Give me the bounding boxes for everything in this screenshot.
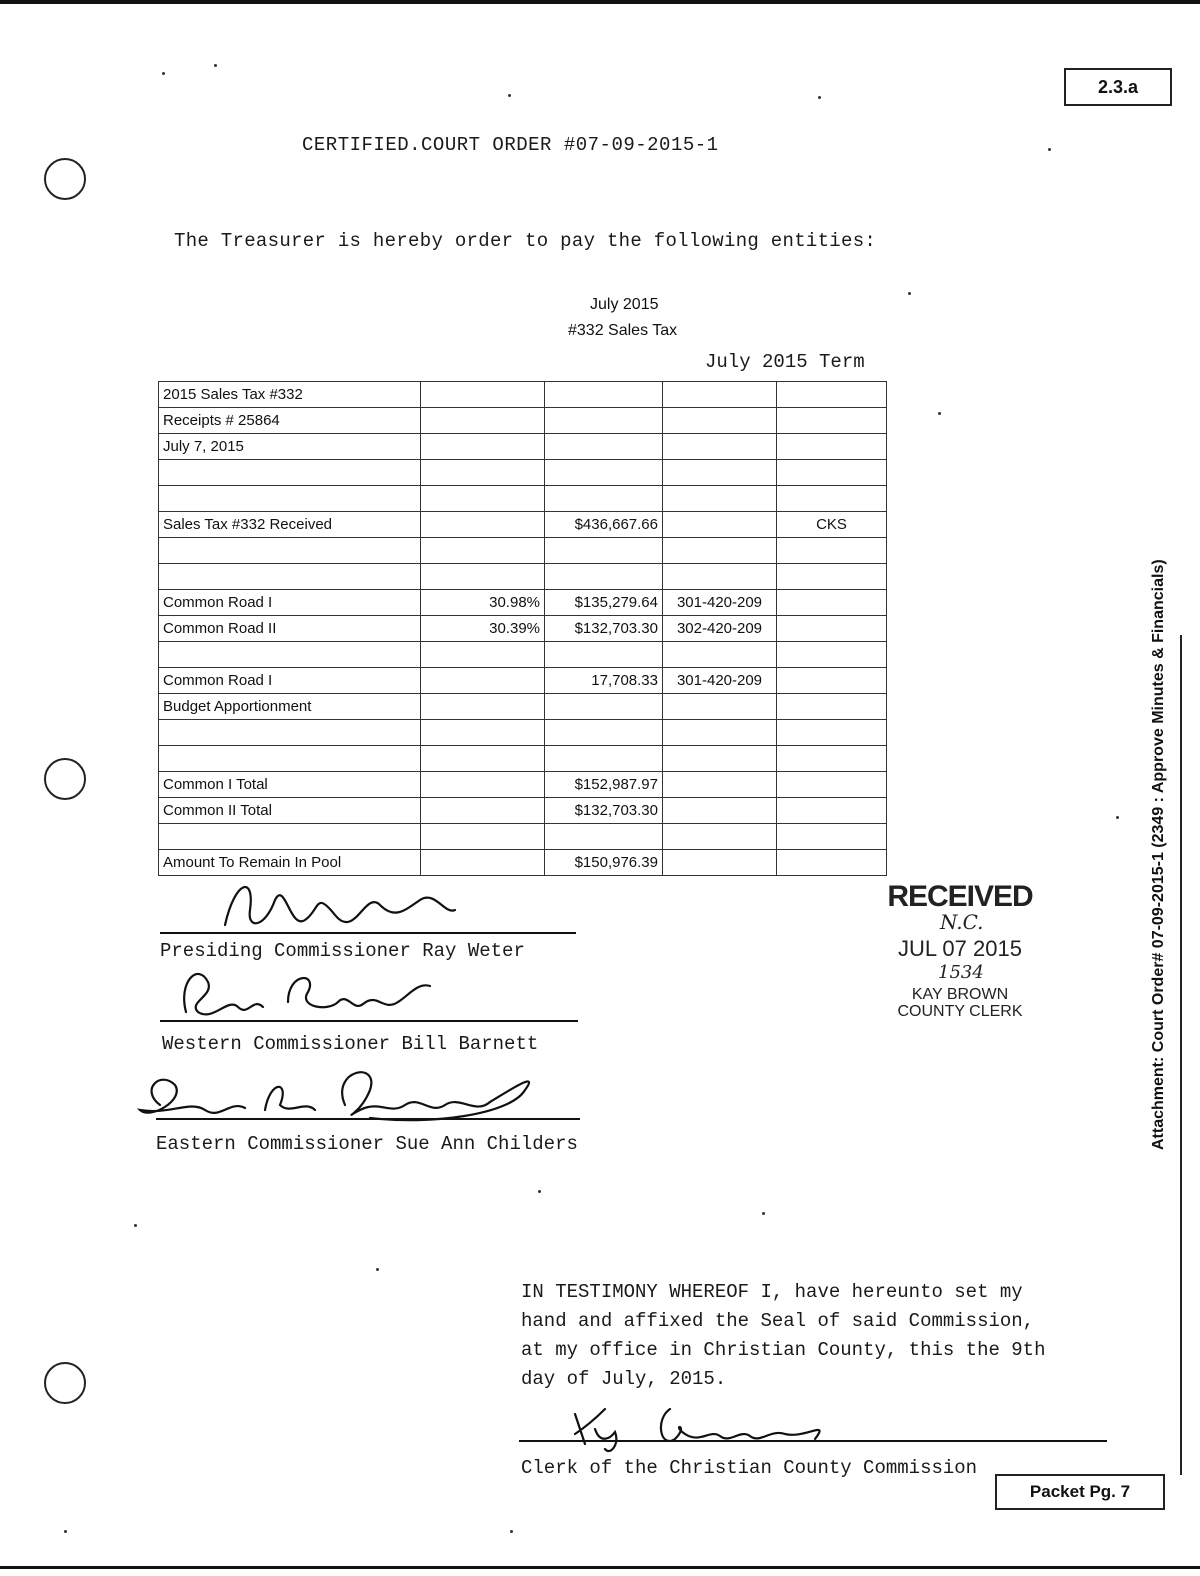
cell-percent [421,824,545,850]
intro-text: The Treasurer is hereby order to pay the following entities: [174,230,877,252]
cell-note [777,668,887,694]
page-tag: 2.3.a [1064,68,1172,106]
cell-account [663,720,777,746]
testimony-block [521,1278,1121,1394]
cell-note [777,616,887,642]
table-row [159,694,887,720]
signature-line [519,1440,1107,1442]
cell-percent [421,538,545,564]
cell-percent [421,668,545,694]
table-row [159,564,887,590]
cell-amount: $152,987.97 [545,772,663,798]
table-row [159,486,887,512]
clerk-label: Clerk of the Christian County Commission [521,1457,978,1479]
cell-description: July 7, 2015 [159,434,421,460]
scan-speck [162,72,165,75]
cell-amount: $436,667.66 [545,512,663,538]
eastern-commissioner-label: Eastern Commissioner Sue Ann Childers [156,1133,578,1155]
table-row [159,616,887,642]
cell-note [777,642,887,668]
cell-description: Amount To Remain In Pool [159,850,421,876]
cell-percent [421,408,545,434]
cell-percent [421,642,545,668]
stamp-date: JUL 07 2015 [898,936,1022,961]
cell-note [777,772,887,798]
table-row [159,590,887,616]
top-border [0,0,1200,4]
cell-description [159,486,421,512]
scan-speck [376,1268,379,1271]
cell-amount: $135,279.64 [545,590,663,616]
cell-note [777,694,887,720]
cell-note: CKS [777,512,887,538]
cell-amount [545,642,663,668]
sales-tax-table [158,381,887,876]
cell-percent [421,434,545,460]
testimony-line: IN TESTIMONY WHEREOF I, have hereunto set my [521,1281,1023,1303]
stamp-name: KAY BROWN [911,986,1009,1003]
cell-percent [421,694,545,720]
testimony-line: hand and affixed the Seal of said Commission, [521,1310,1035,1332]
cell-account [663,408,777,434]
cell-description [159,564,421,590]
cell-percent [421,486,545,512]
cell-note [777,720,887,746]
subheader-month: July 2015 [590,296,659,313]
cell-account [663,564,777,590]
cell-account [663,538,777,564]
punch-hole [44,758,86,800]
scan-speck [508,94,511,97]
punch-hole [44,1362,86,1404]
cell-account: 302-420-209 [663,616,777,642]
cell-amount [545,720,663,746]
cell-percent [421,460,545,486]
cell-account [663,824,777,850]
cell-account [663,798,777,824]
scan-speck [762,1212,765,1215]
term-label: July 2015 Term [705,351,865,373]
cell-amount [545,538,663,564]
cell-percent [421,512,545,538]
cell-amount [545,824,663,850]
cell-description [159,538,421,564]
cell-description: Common Road I [159,590,421,616]
cell-note [777,408,887,434]
subheader-tax: #332 Sales Tax [568,322,678,339]
cell-note [777,538,887,564]
packet-page-tag: Packet Pg. 7 [995,1474,1165,1510]
scan-speck [938,412,941,415]
cell-description: Common Road II [159,616,421,642]
cell-account [663,642,777,668]
cell-amount [545,486,663,512]
stamp-received: RECEIVED [887,880,1033,913]
scan-speck [538,1190,541,1193]
table-row [159,668,887,694]
cell-description [159,824,421,850]
signature-line [160,1020,578,1022]
cell-account [663,772,777,798]
cell-note [777,564,887,590]
cell-note [777,590,887,616]
scan-speck [818,96,821,99]
bottom-border [0,1566,1200,1569]
table-row [159,434,887,460]
received-stamp [880,880,1040,1020]
table-row [159,746,887,772]
cell-description [159,460,421,486]
scan-speck [1048,148,1051,151]
table-row [159,798,887,824]
cell-amount: 17,708.33 [545,668,663,694]
cell-account [663,512,777,538]
table-row [159,382,887,408]
side-rule [1180,635,1182,1475]
scan-speck [908,292,911,295]
cell-note [777,798,887,824]
cell-amount [545,564,663,590]
cell-account [663,460,777,486]
cell-note [777,382,887,408]
western-commissioner-label: Western Commissioner Bill Barnett [162,1033,539,1055]
scan-speck [64,1530,67,1533]
signature-line [160,932,576,934]
cell-percent: 30.39% [421,616,545,642]
cell-note [777,746,887,772]
cell-description [159,746,421,772]
cell-description: Sales Tax #332 Received [159,512,421,538]
scan-speck [214,64,217,67]
cell-amount: $132,703.30 [545,616,663,642]
cell-account [663,434,777,460]
cell-note [777,486,887,512]
cell-amount [545,434,663,460]
cell-account [663,486,777,512]
scan-speck [510,1530,513,1533]
signature-kay-brown [560,1394,840,1458]
signature-line [156,1118,580,1120]
testimony-line: at my office in Christian County, this the 9th [521,1339,1046,1361]
cell-account [663,694,777,720]
signature-bill-barnett [168,962,448,1026]
cell-amount [545,382,663,408]
table-row [159,408,887,434]
table-row [159,512,887,538]
stamp-initials: N.C. [940,910,984,934]
stamp-office: COUNTY CLERK [897,1003,1023,1020]
cell-amount [545,460,663,486]
cell-account: 301-420-209 [663,590,777,616]
cell-note [777,434,887,460]
table-row [159,772,887,798]
cell-amount [545,694,663,720]
cell-account [663,746,777,772]
cell-amount: $132,703.30 [545,798,663,824]
cell-description [159,642,421,668]
scan-speck [134,1224,137,1227]
cell-account [663,850,777,876]
cell-amount [545,746,663,772]
cell-percent [421,746,545,772]
testimony-line: day of July, 2015. [521,1368,727,1390]
attachment-side-label: Attachment: Court Order# 07-09-2015-1 (2349 : Approve Minutes & Financials) [1150,559,1167,1150]
cell-amount [545,408,663,434]
cell-note [777,824,887,850]
punch-hole [44,158,86,200]
presiding-commissioner-label: Presiding Commissioner Ray Weter [160,940,525,962]
cell-note [777,850,887,876]
cell-description: Receipts # 25864 [159,408,421,434]
cell-percent [421,564,545,590]
stamp-time: 1534 [938,962,984,983]
cell-description [159,720,421,746]
cell-percent: 30.98% [421,590,545,616]
cell-description: Common Road I [159,668,421,694]
cell-note [777,460,887,486]
cell-percent [421,798,545,824]
scan-speck [1116,816,1119,819]
table-row [159,720,887,746]
cell-account [663,382,777,408]
cell-description: Budget Apportionment [159,694,421,720]
cell-description: 2015 Sales Tax #332 [159,382,421,408]
cell-description: Common I Total [159,772,421,798]
cell-description: Common II Total [159,798,421,824]
cell-percent [421,382,545,408]
document-title: CERTIFIED.COURT ORDER #07-09-2015-1 [302,134,719,156]
table-row [159,460,887,486]
table-row [159,538,887,564]
cell-percent [421,772,545,798]
cell-percent [421,720,545,746]
cell-amount: $150,976.39 [545,850,663,876]
cell-account: 301-420-209 [663,668,777,694]
table-row [159,642,887,668]
table-row [159,824,887,850]
